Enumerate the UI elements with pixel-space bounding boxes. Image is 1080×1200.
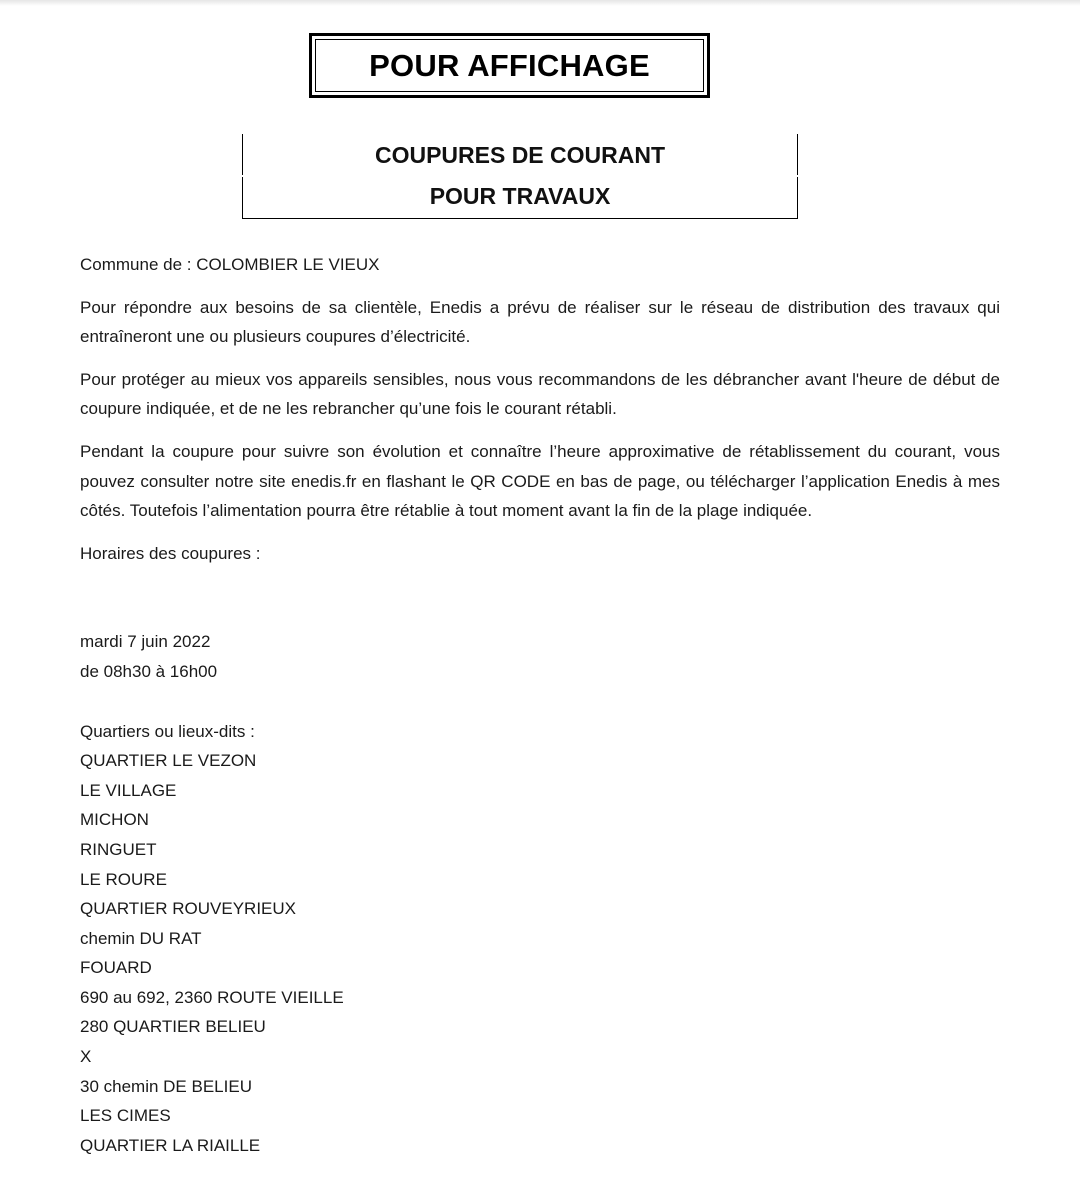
- place-item: chemin DU RAT: [80, 928, 202, 948]
- display-banner-text: POUR AFFICHAGE: [369, 47, 650, 83]
- notice-title-box: [242, 134, 798, 219]
- schedule-block: [80, 627, 1000, 686]
- place-item: QUARTIER LE VEZON: [80, 751, 257, 771]
- places-label: Quartiers ou lieux-dits :: [80, 721, 255, 741]
- place-item: 30 chemin DE BELIEU: [80, 1076, 252, 1096]
- horaires-label: Horaires des coupures :: [80, 543, 261, 563]
- place-item: LE ROURE: [80, 869, 167, 889]
- place-item: LES CIMES: [80, 1106, 171, 1126]
- display-banner-inner-frame: [315, 39, 704, 92]
- places-block: [80, 717, 1000, 1161]
- place-item: X: [80, 1047, 92, 1067]
- place-item: RINGUET: [80, 839, 157, 859]
- place-item: 280 QUARTIER BELIEU: [80, 1017, 266, 1037]
- title-box-border-gap-left: [241, 175, 244, 177]
- commune-line: Commune de : COLOMBIER LE VIEUX: [80, 255, 380, 274]
- place-item: QUARTIER LA RIAILLE: [80, 1135, 261, 1155]
- title-box-border-gap-right: [796, 175, 799, 177]
- place-item: QUARTIER ROUVEYRIEUX: [80, 899, 297, 919]
- paragraph-tracking: Pendant la coupure pour suivre son évolution et connaître l’heure approximative de rétablissement du courant, vous pouvez consulter notre site enedis.fr en flashant le QR CODE en bas de page, ou télécharger l’application Enedis à mes côtés. Toutefois l’alimentation pourra être rétablie à tout moment avant la fin de la plage indiquée.: [80, 441, 1000, 521]
- place-item: FOUARD: [80, 958, 152, 978]
- place-item: 690 au 692, 2360 ROUTE VIEILLE: [80, 987, 344, 1007]
- notice-title-line-2: POUR TRAVAUX: [429, 183, 611, 209]
- schedule-time: de 08h30 à 16h00: [80, 661, 218, 681]
- schedule-date: mardi 7 juin 2022: [80, 632, 211, 652]
- page-top-shadow: [0, 0, 1080, 6]
- paragraph-intro: Pour répondre aux besoins de sa clientèle, Enedis a prévu de réaliser sur le réseau de distribution des travaux qui entraîneront une ou plusieurs coupures d’électricité.: [80, 297, 1000, 347]
- notice-title-line-1: COUPURES DE COURANT: [374, 142, 666, 168]
- notice-body: [80, 250, 1000, 1160]
- place-item: MICHON: [80, 810, 149, 830]
- display-banner: [309, 33, 710, 98]
- paragraph-appliances: Pour protéger au mieux vos appareils sensibles, nous vous recommandons de les débrancher avant l'heure de début de coupure indiquée, et de ne les rebrancher qu’une fois le courant rétabli.: [80, 369, 1000, 419]
- place-item: LE VILLAGE: [80, 780, 177, 800]
